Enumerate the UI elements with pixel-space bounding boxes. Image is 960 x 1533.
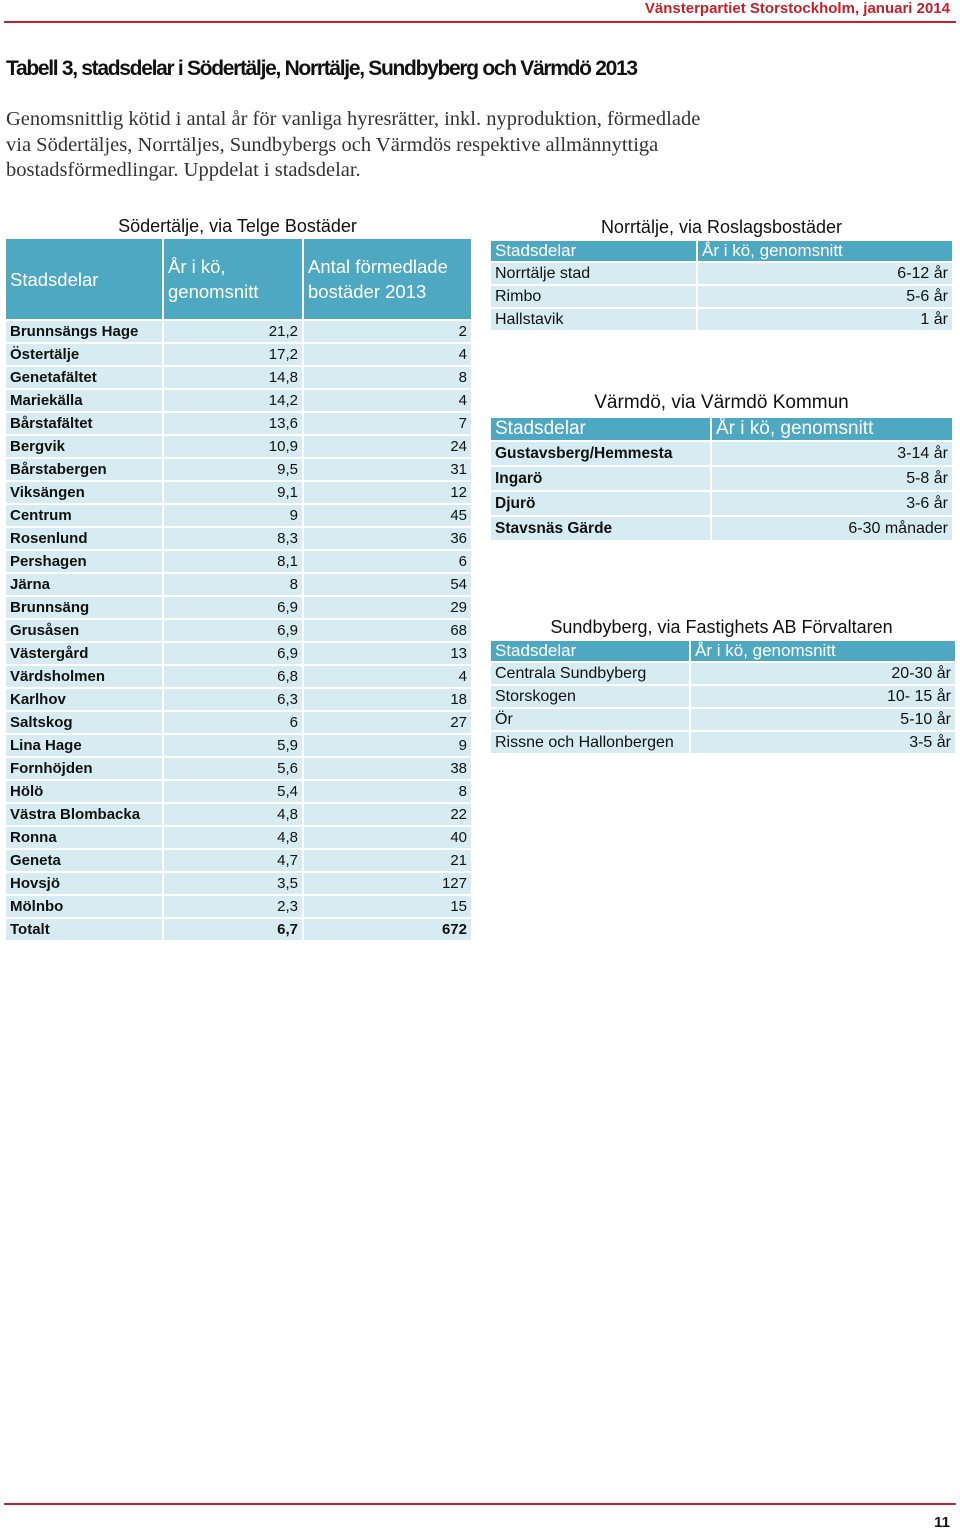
cell-stadsdel: Geneta <box>5 849 163 872</box>
cell-ar-i-ko: 14,8 <box>163 366 303 389</box>
col-header-antal: Antal förmedlade bostäder 2013 <box>303 238 472 320</box>
col-header-stadsdelar: Stadsdelar <box>490 640 690 662</box>
cell-antal: 54 <box>303 573 472 596</box>
table-row <box>5 872 472 895</box>
cell-stadsdel: Ronna <box>5 826 163 849</box>
cell-stadsdel: Värdsholmen <box>5 665 163 688</box>
cell-stadsdel: Bergvik <box>5 435 163 458</box>
cell-antal: 672 <box>303 918 472 941</box>
table-row <box>5 573 472 596</box>
cell-stadsdel: Karlhov <box>5 688 163 711</box>
header-divider <box>4 21 956 23</box>
cell-ar-i-ko: 4,7 <box>163 849 303 872</box>
col-header-stadsdelar: Stadsdelar <box>490 417 711 441</box>
table-header-row <box>5 238 472 320</box>
norrtalje-table <box>489 239 954 332</box>
table-row <box>490 685 956 708</box>
cell-ar-i-ko: 5-8 år <box>711 466 953 491</box>
cell-ar-i-ko: 17,2 <box>163 343 303 366</box>
table-row <box>5 320 472 343</box>
cell-ar-i-ko: 6,9 <box>163 596 303 619</box>
cell-antal: 7 <box>303 412 472 435</box>
cell-stadsdel: Centrum <box>5 504 163 527</box>
table-row <box>5 596 472 619</box>
cell-ar-i-ko: 5,9 <box>163 734 303 757</box>
col-header-ar-i-ko: År i kö, genomsnitt <box>690 640 956 662</box>
table-row <box>5 504 472 527</box>
table-row <box>490 262 953 285</box>
table-row <box>490 466 953 491</box>
cell-ar-i-ko: 4,8 <box>163 803 303 826</box>
cell-stadsdel: Västergård <box>5 642 163 665</box>
table-row <box>5 343 472 366</box>
col-header-stadsdelar: Stadsdelar <box>490 240 697 262</box>
table-row <box>5 665 472 688</box>
table-row <box>5 458 472 481</box>
norrtalje-caption: Norrtälje, via Roslagsbostäder <box>600 217 843 237</box>
table-row <box>5 849 472 872</box>
cell-ar-i-ko: 9,5 <box>163 458 303 481</box>
cell-stadsdel: Brunnsängs Hage <box>5 320 163 343</box>
cell-ar-i-ko: 8,1 <box>163 550 303 573</box>
table-row <box>5 389 472 412</box>
cell-ar-i-ko: 5-10 år <box>690 708 956 731</box>
table-row <box>490 491 953 516</box>
cell-ar-i-ko: 21,2 <box>163 320 303 343</box>
cell-ar-i-ko: 6,3 <box>163 688 303 711</box>
cell-stadsdel: Viksängen <box>5 481 163 504</box>
table-row <box>5 642 472 665</box>
cell-antal: 127 <box>303 872 472 895</box>
table-row <box>490 441 953 466</box>
table-row <box>490 308 953 331</box>
intro-paragraph: Genomsnittlig kötid i antal år för vanliga hyresrätter, inkl. nyproduktion, förmedlade via Södertäljes, Norrtäljes, Sundbybergs och Värmdös respektive allmännyttiga bostadsförmedlingar. Uppdelat i stadsdelar. <box>6 108 701 181</box>
cell-stadsdel: Mölnbo <box>5 895 163 918</box>
table-row <box>5 895 472 918</box>
cell-antal: 38 <box>303 757 472 780</box>
table-row <box>490 662 956 685</box>
cell-ar-i-ko: 6,8 <box>163 665 303 688</box>
cell-antal: 27 <box>303 711 472 734</box>
cell-ar-i-ko: 6,7 <box>163 918 303 941</box>
cell-stadsdel: Rosenlund <box>5 527 163 550</box>
cell-ar-i-ko: 6,9 <box>163 642 303 665</box>
cell-antal: 2 <box>303 320 472 343</box>
table-row <box>5 435 472 458</box>
cell-antal: 8 <box>303 780 472 803</box>
varmdo-table <box>489 416 954 542</box>
cell-ar-i-ko: 8 <box>163 573 303 596</box>
cell-antal: 31 <box>303 458 472 481</box>
cell-antal: 24 <box>303 435 472 458</box>
table-row <box>5 412 472 435</box>
cell-ar-i-ko: 3-6 år <box>711 491 953 516</box>
cell-ar-i-ko: 1 år <box>697 308 953 331</box>
col-header-ar-i-ko: År i kö, genomsnitt <box>697 240 953 262</box>
cell-stadsdel: Genetafältet <box>5 366 163 389</box>
cell-stadsdel: Hallstavik <box>490 308 697 331</box>
table-row <box>5 688 472 711</box>
cell-ar-i-ko: 5,6 <box>163 757 303 780</box>
table-header-row <box>490 417 953 441</box>
cell-stadsdel: Fornhöjden <box>5 757 163 780</box>
table-header-row <box>490 240 953 262</box>
cell-stadsdel: Järna <box>5 573 163 596</box>
cell-ar-i-ko: 10,9 <box>163 435 303 458</box>
cell-antal: 4 <box>303 343 472 366</box>
cell-ar-i-ko: 20-30 år <box>690 662 956 685</box>
cell-stadsdel: Totalt <box>5 918 163 941</box>
cell-ar-i-ko: 6 <box>163 711 303 734</box>
cell-stadsdel: Grusåsen <box>5 619 163 642</box>
sodertalje-table <box>4 237 473 942</box>
cell-ar-i-ko: 3-14 år <box>711 441 953 466</box>
cell-stadsdel: Mariekälla <box>5 389 163 412</box>
page-number: 11 <box>934 1514 950 1531</box>
table-row <box>5 550 472 573</box>
cell-ar-i-ko: 4,8 <box>163 826 303 849</box>
cell-antal: 45 <box>303 504 472 527</box>
cell-ar-i-ko: 5-6 år <box>697 285 953 308</box>
table-row <box>490 285 953 308</box>
cell-antal: 18 <box>303 688 472 711</box>
table-row <box>5 826 472 849</box>
cell-stadsdel: Rimbo <box>490 285 697 308</box>
cell-ar-i-ko: 14,2 <box>163 389 303 412</box>
cell-antal: 22 <box>303 803 472 826</box>
cell-ar-i-ko: 9 <box>163 504 303 527</box>
cell-stadsdel: Centrala Sundbyberg <box>490 662 690 685</box>
table-row <box>5 711 472 734</box>
cell-antal: 4 <box>303 665 472 688</box>
table-row <box>5 918 472 941</box>
cell-antal: 4 <box>303 389 472 412</box>
col-header-ar-i-ko: År i kö, genomsnitt <box>711 417 953 441</box>
sodertalje-caption: Södertälje, via Telge Bostäder <box>118 216 357 236</box>
cell-antal: 29 <box>303 596 472 619</box>
cell-stadsdel: Hölö <box>5 780 163 803</box>
table-row <box>5 803 472 826</box>
cell-stadsdel: Västra Blombacka <box>5 803 163 826</box>
cell-stadsdel: Saltskog <box>5 711 163 734</box>
table-row <box>5 527 472 550</box>
cell-stadsdel: Östertälje <box>5 343 163 366</box>
cell-stadsdel: Djurö <box>490 491 711 516</box>
cell-ar-i-ko: 10- 15 år <box>690 685 956 708</box>
cell-ar-i-ko: 3-5 år <box>690 731 956 754</box>
table-row <box>490 516 953 541</box>
cell-stadsdel: Brunnsäng <box>5 596 163 619</box>
page-header: Vänsterpartiet Storstockholm, januari 2014 <box>644 0 950 17</box>
cell-stadsdel: Storskogen <box>490 685 690 708</box>
cell-antal: 40 <box>303 826 472 849</box>
cell-stadsdel: Bårstabergen <box>5 458 163 481</box>
cell-ar-i-ko: 6-30 månader <box>711 516 953 541</box>
cell-antal: 8 <box>303 366 472 389</box>
col-header-stadsdelar: Stadsdelar <box>5 238 163 320</box>
cell-stadsdel: Stavsnäs Gärde <box>490 516 711 541</box>
cell-antal: 9 <box>303 734 472 757</box>
table-header-row <box>490 640 956 662</box>
table-row <box>5 366 472 389</box>
table-row <box>5 780 472 803</box>
cell-stadsdel: Ingarö <box>490 466 711 491</box>
cell-ar-i-ko: 6-12 år <box>697 262 953 285</box>
cell-stadsdel: Ör <box>490 708 690 731</box>
sundbyberg-caption: Sundbyberg, via Fastighets AB Förvaltaren <box>550 617 893 637</box>
col-header-ar-i-ko: År i kö, genomsnitt <box>163 238 303 320</box>
cell-ar-i-ko: 9,1 <box>163 481 303 504</box>
cell-antal: 13 <box>303 642 472 665</box>
table-row <box>5 481 472 504</box>
cell-antal: 68 <box>303 619 472 642</box>
cell-antal: 15 <box>303 895 472 918</box>
cell-antal: 6 <box>303 550 472 573</box>
table-row <box>490 708 956 731</box>
table-row <box>5 757 472 780</box>
table-row <box>5 734 472 757</box>
varmdo-caption: Värmdö, via Värmdö Kommun <box>594 392 849 413</box>
cell-stadsdel: Pershagen <box>5 550 163 573</box>
cell-stadsdel: Lina Hage <box>5 734 163 757</box>
cell-antal: 36 <box>303 527 472 550</box>
cell-antal: 12 <box>303 481 472 504</box>
cell-stadsdel: Rissne och Hallonbergen <box>490 731 690 754</box>
cell-stadsdel: Norrtälje stad <box>490 262 697 285</box>
cell-stadsdel: Bårstafältet <box>5 412 163 435</box>
cell-ar-i-ko: 3,5 <box>163 872 303 895</box>
table-row <box>5 619 472 642</box>
cell-ar-i-ko: 8,3 <box>163 527 303 550</box>
cell-ar-i-ko: 6,9 <box>163 619 303 642</box>
cell-antal: 21 <box>303 849 472 872</box>
footer-divider <box>4 1503 956 1505</box>
cell-stadsdel: Gustavsberg/Hemmesta <box>490 441 711 466</box>
cell-ar-i-ko: 13,6 <box>163 412 303 435</box>
table-row <box>490 731 956 754</box>
sundbyberg-table <box>489 639 957 755</box>
page-title: Tabell 3, stadsdelar i Södertälje, Norrtälje, Sundbyberg och Värmdö 2013 <box>6 57 637 80</box>
cell-stadsdel: Hovsjö <box>5 872 163 895</box>
cell-ar-i-ko: 5,4 <box>163 780 303 803</box>
cell-ar-i-ko: 2,3 <box>163 895 303 918</box>
